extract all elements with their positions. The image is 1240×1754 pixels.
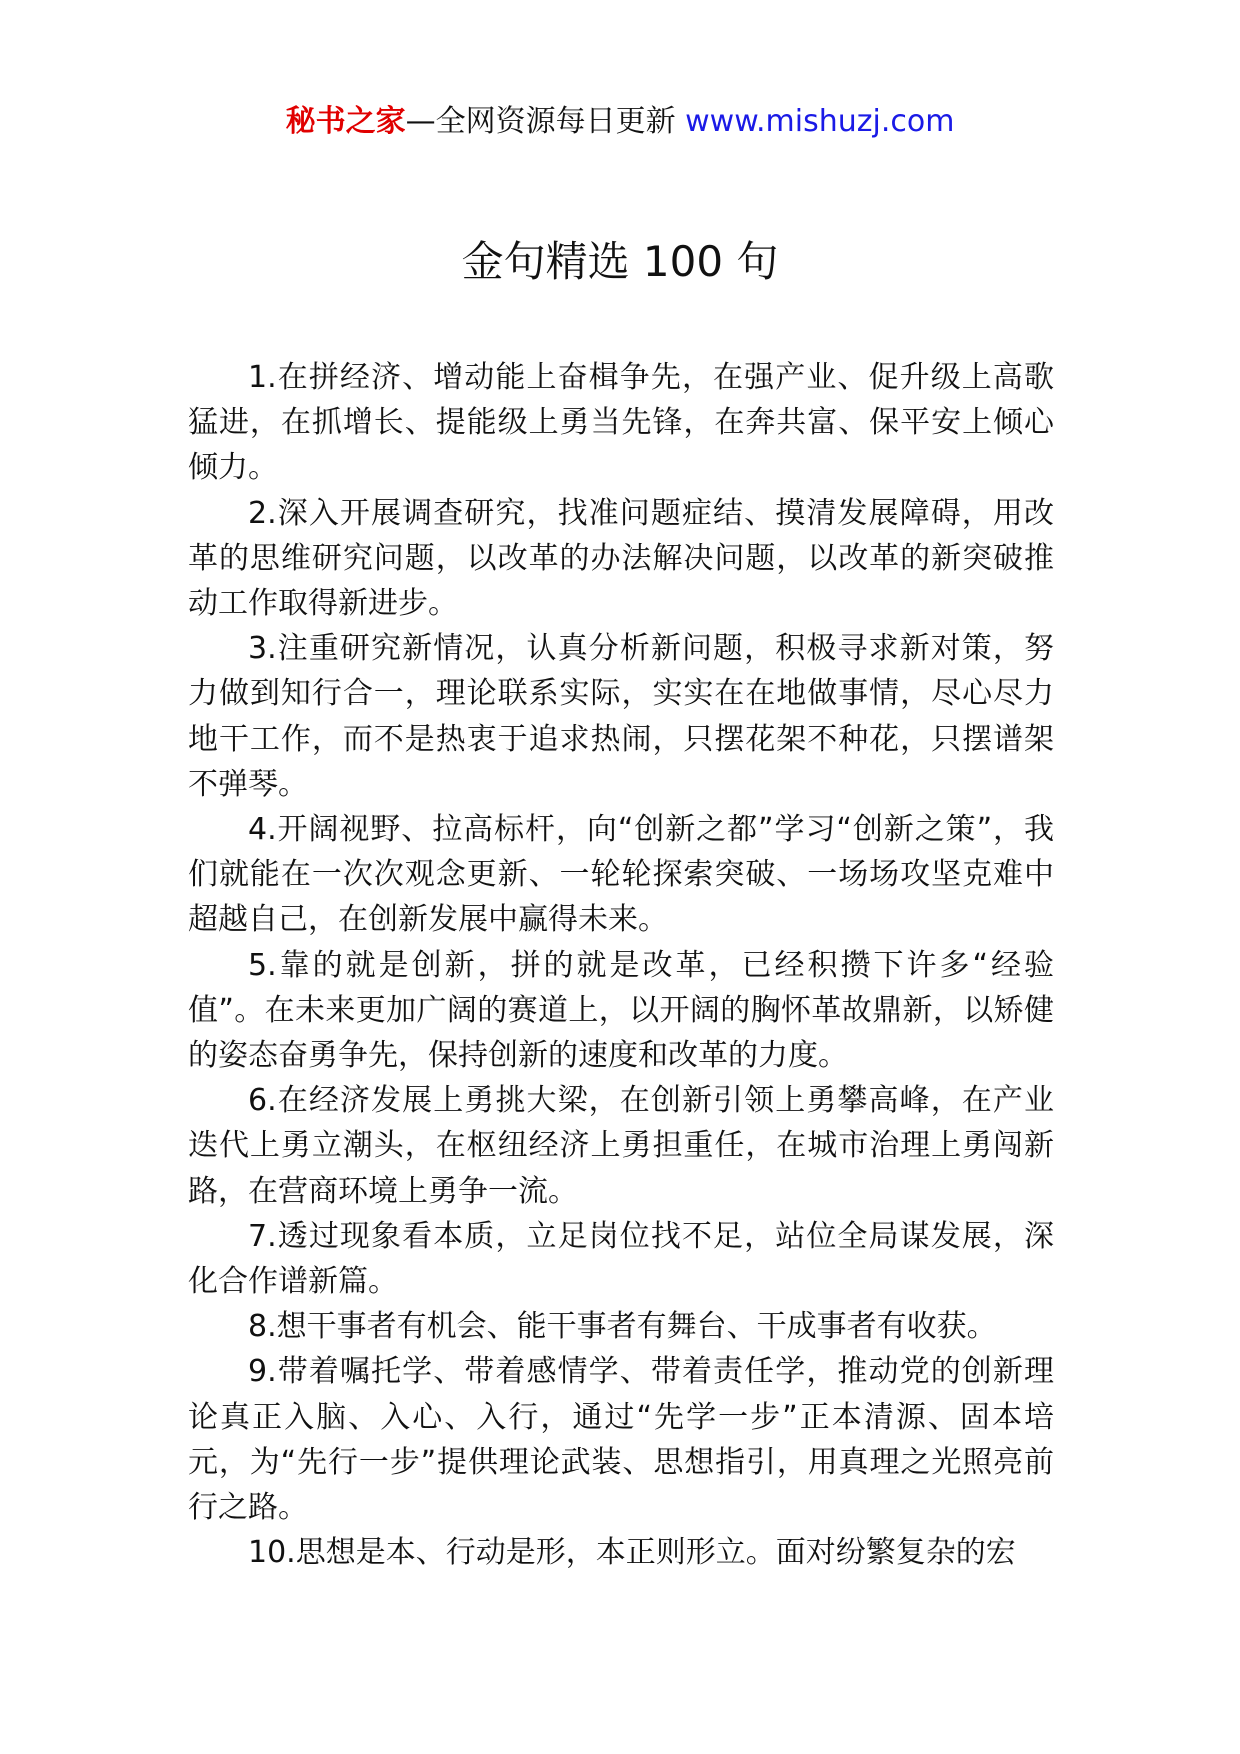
header-tagline: —全网资源每日更新 <box>405 104 676 139</box>
document-body <box>188 355 1054 1575</box>
brand-name: 秘书之家 <box>285 104 406 139</box>
paragraph: 2.深入开展调查研究，找准问题症结、摸清发展障碍，用改革的思维研究问题，以改革的办法解决问题，以改革的新突破推动工作取得新进步。 <box>188 495 1054 622</box>
site-url-link[interactable]: www.mishuzj.com <box>685 104 955 139</box>
paragraph: 10.思想是本、行动是形，本正则形立。面对纷繁复杂的宏 <box>248 1535 1016 1571</box>
paragraph: 6.在经济发展上勇挑大梁，在创新引领上勇攀高峰，在产业迭代上勇立潮头，在枢纽经济上勇担重任，在城市治理上勇闯新路，在营商环境上勇争一流。 <box>188 1083 1054 1209</box>
paragraph: 5.靠的就是创新，拼的就是改革，已经积攒下许多“经验值”。在未来更加广阔的赛道上，以开阔的胸怀革故鼎新，以矫健的姿态奋勇争先，保持创新的速度和改革的力度。 <box>188 947 1054 1074</box>
paragraph: 8.想干事者有机会、能干事者有舞台、干成事者有收获。 <box>248 1309 997 1345</box>
paragraph: 4.开阔视野、拉高标杆，向“创新之都”学习“创新之策”，我们就能在一次次观念更新、一轮轮探索突破、一场场攻坚克难中超越自己，在创新发展中赢得未来。 <box>188 812 1054 938</box>
paragraph: 1.在拼经济、增动能上奋楫争先，在强产业、促升级上高歌猛进，在抓增长、提能级上勇当先锋，在奔共富、保平安上倾心倾力。 <box>188 360 1054 486</box>
paragraph: 3.注重研究新情况，认真分析新问题，积极寻求新对策，努力做到知行合一，理论联系实际，实实在在地做事情，尽心尽力地干工作，而不是热衷于追求热闹，只摆花架不种花，只摆谱架不弹琴。 <box>188 631 1054 802</box>
paragraph: 7.透过现象看本质，立足岗位找不足，站位全局谋发展，深化合作谱新篇。 <box>188 1218 1054 1300</box>
document-title: 金句精选 100 句 <box>461 237 779 286</box>
paragraph: 9.带着嘱托学、带着感情学、带着责任学，推动党的创新理论真正入脑、入心、入行，通过“先学一步”正本清源、固本培元，为“先行一步”提供理论武装、思想指引，用真理之光照亮前行之路。 <box>188 1354 1054 1526</box>
header-banner <box>0 100 1240 144</box>
